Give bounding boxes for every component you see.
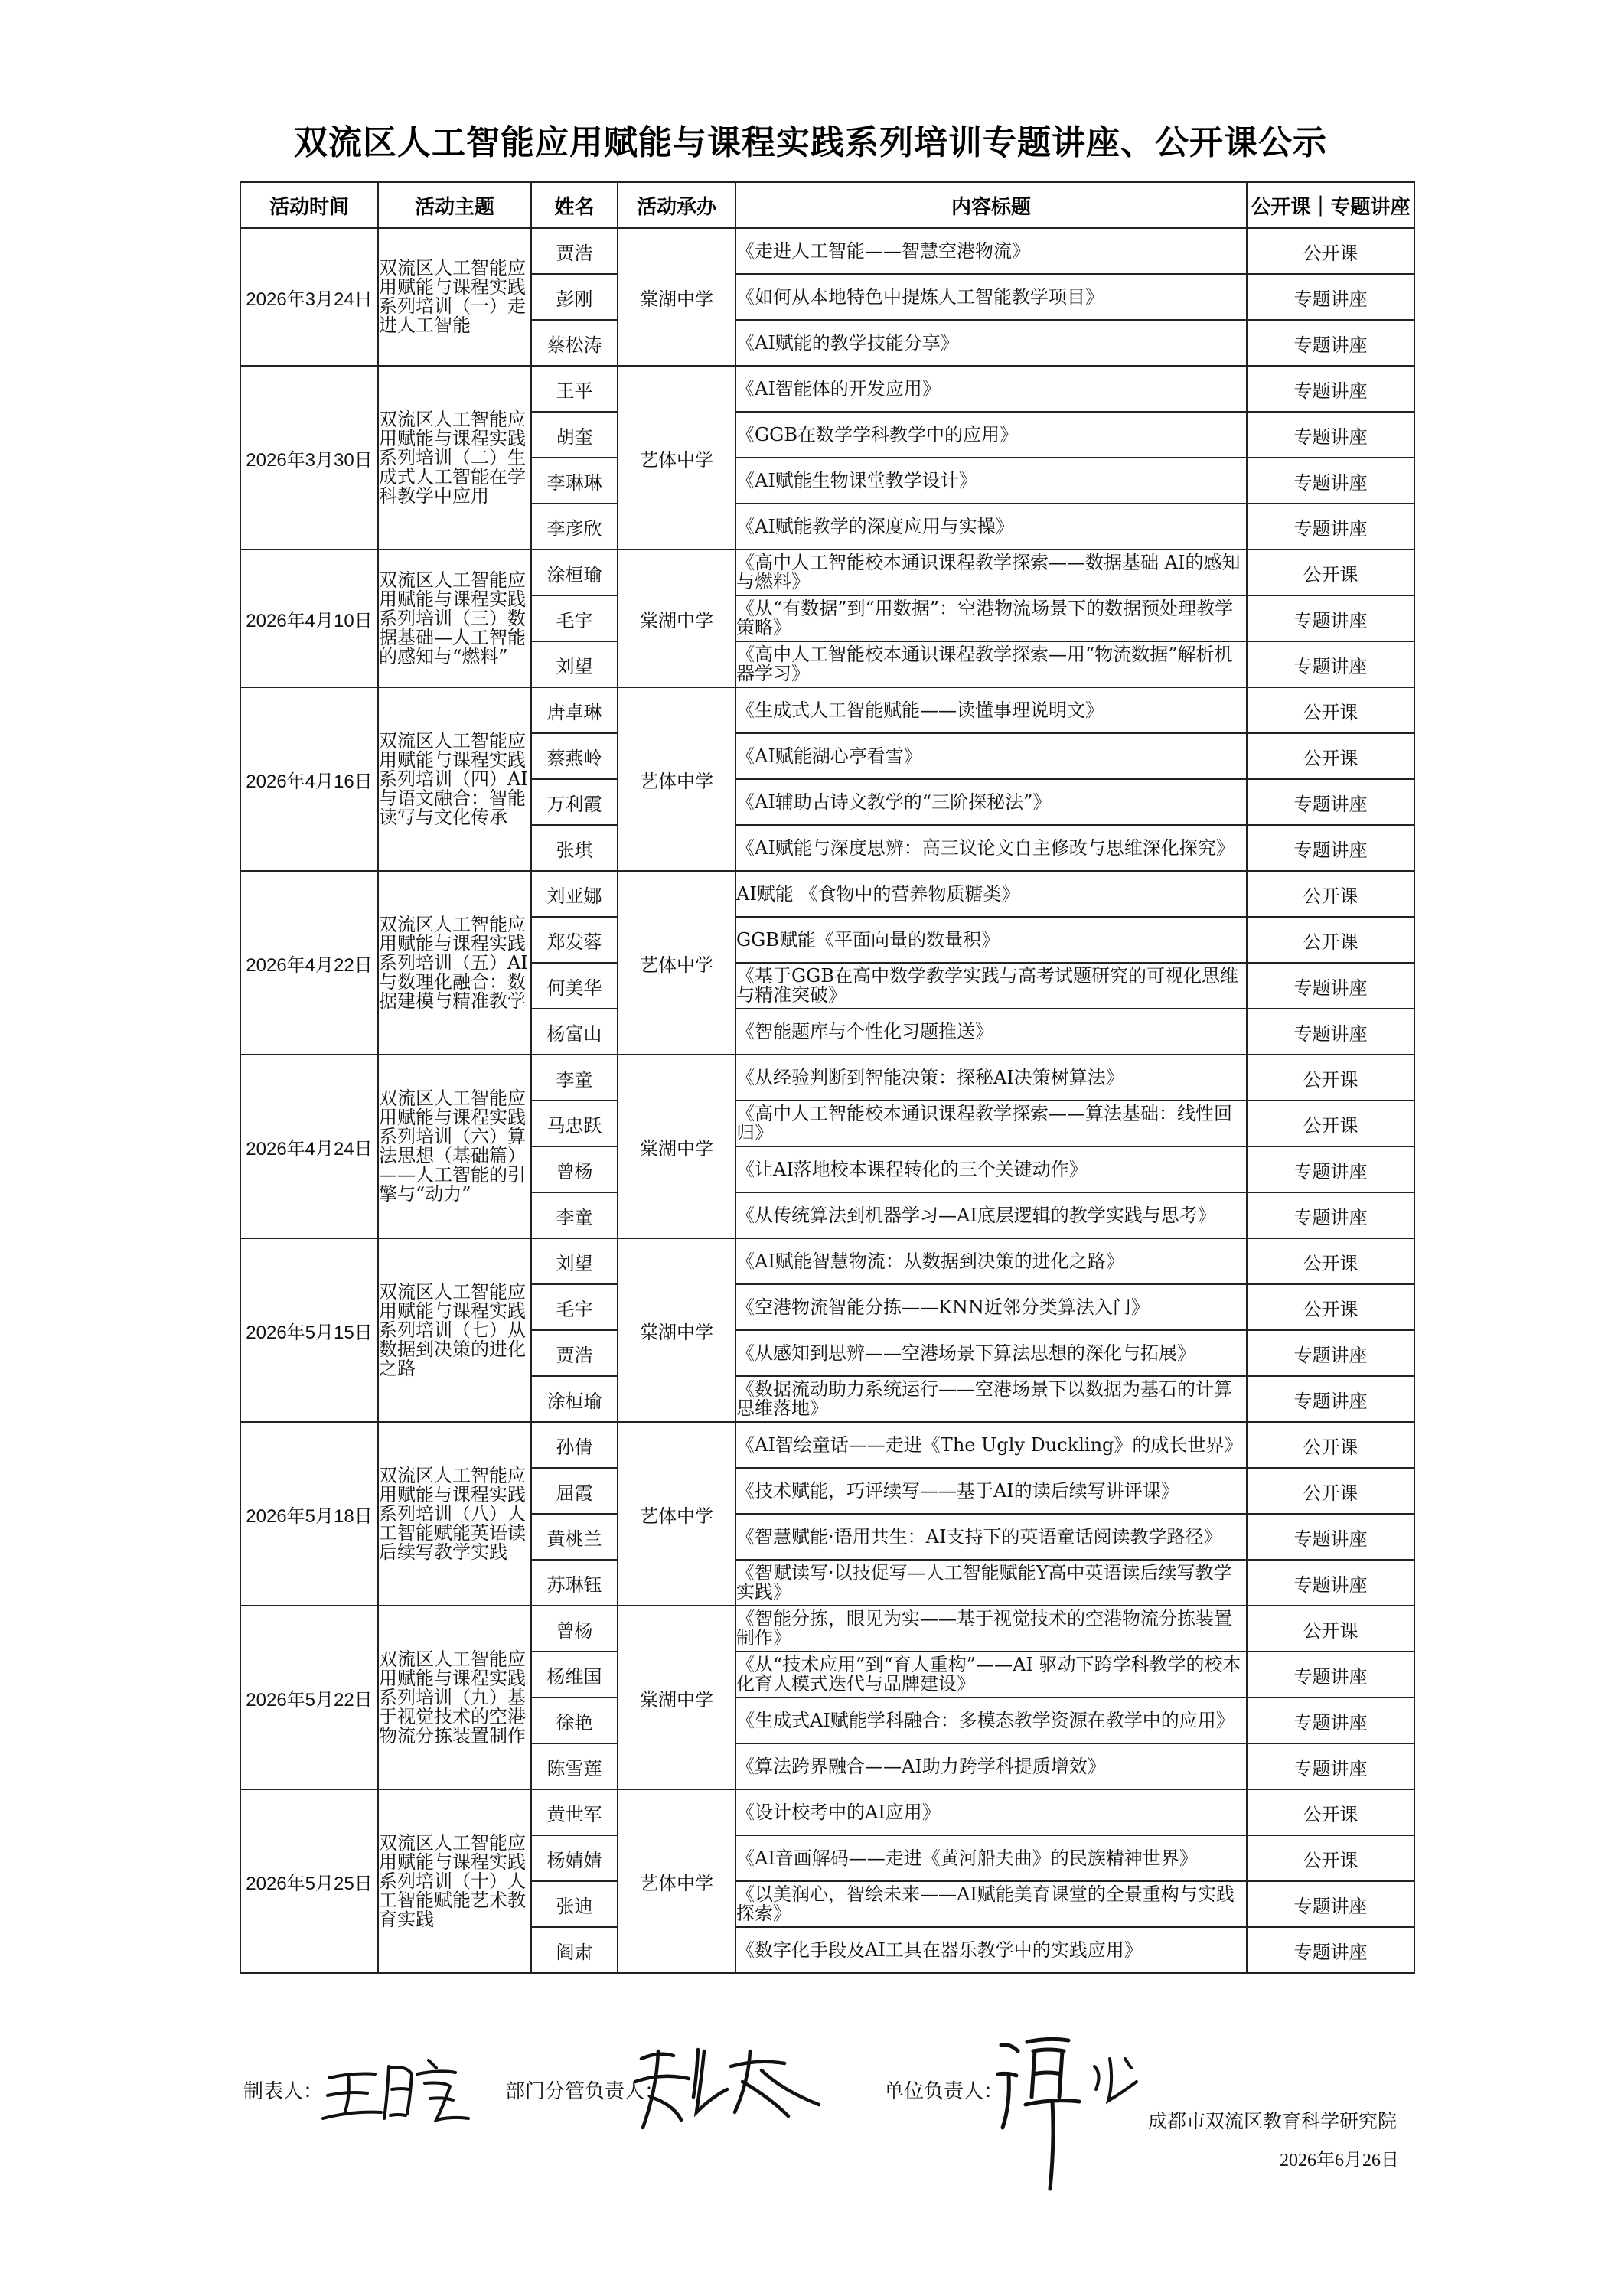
speaker-name: 何美华 <box>531 963 618 1009</box>
content-title: AI赋能 《食物中的营养物质糖类》 <box>735 871 1247 917</box>
content-title: 《数字化手段及AI工具在器乐教学中的实践应用》 <box>735 1927 1247 1973</box>
host-school: 棠湖中学 <box>618 1238 735 1422</box>
content-title: 《AI赋能的教学技能分享》 <box>735 320 1247 366</box>
activity-theme: 双流区人工智能应用赋能与课程实践系列培训（十）人工智能赋能艺术教育实践 <box>378 1789 531 1973</box>
host-school: 艺体中学 <box>618 366 735 550</box>
organization-name: 成都市双流区教育科学研究院 <box>1148 2110 1398 2132</box>
speaker-name: 蔡燕岭 <box>531 733 618 779</box>
speaker-name: 蔡松涛 <box>531 320 618 366</box>
session-type: 公开课 <box>1247 1422 1414 1468</box>
activity-date: 2026年3月24日 <box>240 228 378 366</box>
activity-theme: 双流区人工智能应用赋能与课程实践系列培训（二）生成式人工智能在学科教学中应用 <box>378 366 531 550</box>
content-title: 《技术赋能，巧评续写——基于AI的读后续写讲评课》 <box>735 1468 1247 1514</box>
activity-date: 2026年3月30日 <box>240 366 378 550</box>
content-title: 《高中人工智能校本通识课程教学探索—用“物流数据”解析机器学习》 <box>735 641 1247 687</box>
speaker-name: 贾浩 <box>531 228 618 274</box>
speaker-name: 杨婧婧 <box>531 1835 618 1881</box>
session-type: 专题讲座 <box>1247 1376 1414 1422</box>
dept-label: 部门分管负责人： <box>505 2080 665 2103</box>
activity-theme: 双流区人工智能应用赋能与课程实践系列培训（七）从数据到决策的进化之路 <box>378 1238 531 1422</box>
speaker-name: 毛宇 <box>531 595 618 641</box>
content-title: 《从经验判断到智能决策：探秘AI决策树算法》 <box>735 1055 1247 1101</box>
table-header-row <box>240 182 1414 228</box>
session-type: 专题讲座 <box>1247 779 1414 825</box>
content-title: 《智能题库与个性化习题推送》 <box>735 1009 1247 1055</box>
activity-date: 2026年4月16日 <box>240 687 378 871</box>
speaker-name: 黄桃兰 <box>531 1514 618 1560</box>
content-title: 《AI音画解码——走进《黄河船夫曲》的民族精神世界》 <box>735 1835 1247 1881</box>
session-type: 专题讲座 <box>1247 1330 1414 1376</box>
unit-label: 单位负责人： <box>884 2080 1004 2103</box>
host-school: 艺体中学 <box>618 1422 735 1606</box>
table-row <box>240 1606 1414 1652</box>
host-school: 棠湖中学 <box>618 228 735 366</box>
table-body <box>240 228 1414 1973</box>
session-type: 专题讲座 <box>1247 1881 1414 1927</box>
content-title: 《设计校考中的AI应用》 <box>735 1789 1247 1835</box>
speaker-name: 张迪 <box>531 1881 618 1927</box>
session-type: 公开课 <box>1247 1606 1414 1652</box>
content-title: 《AI辅助古诗文教学的“三阶探秘法”》 <box>735 779 1247 825</box>
unit-signature <box>995 2028 1148 2197</box>
session-type: 专题讲座 <box>1247 641 1414 687</box>
content-title: 《从“有数据”到“用数据”：空港物流场景下的数据预处理教学策略》 <box>735 595 1247 641</box>
session-type: 专题讲座 <box>1247 320 1414 366</box>
content-title: GGB赋能《平面向量的数量积》 <box>735 917 1247 963</box>
session-type: 公开课 <box>1247 1284 1414 1330</box>
session-type: 公开课 <box>1247 1101 1414 1146</box>
header-name: 姓名 <box>531 182 618 228</box>
session-type: 专题讲座 <box>1247 1652 1414 1698</box>
host-school: 棠湖中学 <box>618 550 735 687</box>
activity-theme: 双流区人工智能应用赋能与课程实践系列培训（三）数据基础—人工智能的感知与“燃料” <box>378 550 531 687</box>
content-title: 《智赋读写·以技促写—人工智能赋能Y高中英语读后续写教学实践》 <box>735 1560 1247 1606</box>
session-type: 专题讲座 <box>1247 1927 1414 1973</box>
host-school: 艺体中学 <box>618 1789 735 1973</box>
table-row <box>240 1789 1414 1835</box>
speaker-name: 刘亚娜 <box>531 871 618 917</box>
header-topic: 内容标题 <box>735 182 1247 228</box>
session-type: 专题讲座 <box>1247 1146 1414 1192</box>
session-type: 专题讲座 <box>1247 595 1414 641</box>
session-type: 公开课 <box>1247 687 1414 733</box>
session-type: 专题讲座 <box>1247 1698 1414 1743</box>
activity-date: 2026年5月22日 <box>240 1606 378 1789</box>
content-title: 《高中人工智能校本通识课程教学探索——数据基础 AI的感知与燃料》 <box>735 550 1247 595</box>
table-row <box>240 228 1414 274</box>
header-host: 活动承办 <box>618 182 735 228</box>
session-type: 公开课 <box>1247 228 1414 274</box>
speaker-name: 涂桓瑜 <box>531 1376 618 1422</box>
speaker-name: 孙倩 <box>531 1422 618 1468</box>
content-title: 《以美润心，智绘未来——AI赋能美育课堂的全景重构与实践探索》 <box>735 1881 1247 1927</box>
session-type: 专题讲座 <box>1247 825 1414 871</box>
session-type: 公开课 <box>1247 871 1414 917</box>
table-row <box>240 1422 1414 1468</box>
speaker-name: 苏琳钰 <box>531 1560 618 1606</box>
session-type: 公开课 <box>1247 1835 1414 1881</box>
content-title: 《生成式AI赋能学科融合：多模态教学资源在教学中的应用》 <box>735 1698 1247 1743</box>
speaker-name: 黄世军 <box>531 1789 618 1835</box>
speaker-name: 杨富山 <box>531 1009 618 1055</box>
session-type: 专题讲座 <box>1247 1192 1414 1238</box>
session-type: 专题讲座 <box>1247 412 1414 458</box>
content-title: 《高中人工智能校本通识课程教学探索——算法基础：线性回归》 <box>735 1101 1247 1146</box>
maker-label: 制表人： <box>243 2080 324 2103</box>
speaker-name: 彭刚 <box>531 274 618 320</box>
session-type: 专题讲座 <box>1247 1514 1414 1560</box>
activity-theme: 双流区人工智能应用赋能与课程实践系列培训（四）AI与语文融合：智能读写与文化传承 <box>378 687 531 871</box>
content-title: 《如何从本地特色中提炼人工智能教学项目》 <box>735 274 1247 320</box>
dept-signature <box>628 2036 834 2135</box>
table-row <box>240 550 1414 595</box>
host-school: 棠湖中学 <box>618 1606 735 1789</box>
content-title: 《生成式人工智能赋能——读懂事理说明文》 <box>735 687 1247 733</box>
speaker-name: 李童 <box>531 1192 618 1238</box>
activity-date: 2026年4月22日 <box>240 871 378 1055</box>
speaker-name: 贾浩 <box>531 1330 618 1376</box>
speaker-name: 张琪 <box>531 825 618 871</box>
session-type: 专题讲座 <box>1247 366 1414 412</box>
activity-date: 2026年5月18日 <box>240 1422 378 1606</box>
schedule-table <box>240 181 1415 1974</box>
maker-signature <box>321 2051 475 2128</box>
content-title: 《基于GGB在高中数学教学实践与高考试题研究的可视化思维与精准突破》 <box>735 963 1247 1009</box>
speaker-name: 徐艳 <box>531 1698 618 1743</box>
content-title: 《让AI落地校本课程转化的三个关键动作》 <box>735 1146 1247 1192</box>
content-title: 《AI赋能教学的深度应用与实操》 <box>735 504 1247 550</box>
speaker-name: 王平 <box>531 366 618 412</box>
header-type: 公开课｜专题讲座 <box>1247 182 1414 228</box>
session-type: 公开课 <box>1247 1055 1414 1101</box>
content-title: 《从传统算法到机器学习—AI底层逻辑的教学实践与思考》 <box>735 1192 1247 1238</box>
speaker-name: 唐卓琳 <box>531 687 618 733</box>
table-row <box>240 687 1414 733</box>
content-title: 《AI智能体的开发应用》 <box>735 366 1247 412</box>
content-title: 《数据流动助力系统运行——空港场景下以数据为基石的计算思维落地》 <box>735 1376 1247 1422</box>
speaker-name: 李琳琳 <box>531 458 618 504</box>
table-row <box>240 871 1414 917</box>
content-title: 《AI赋能生物课堂教学设计》 <box>735 458 1247 504</box>
table-row <box>240 1238 1414 1284</box>
session-type: 公开课 <box>1247 917 1414 963</box>
content-title: 《走进人工智能——智慧空港物流》 <box>735 228 1247 274</box>
content-title: 《GGB在数学学科教学中的应用》 <box>735 412 1247 458</box>
activity-theme: 双流区人工智能应用赋能与课程实践系列培训（一）走进人工智能 <box>378 228 531 366</box>
speaker-name: 郑发蓉 <box>531 917 618 963</box>
table-row <box>240 1055 1414 1101</box>
speaker-name: 万利霞 <box>531 779 618 825</box>
speaker-name: 陈雪莲 <box>531 1743 618 1789</box>
activity-theme: 双流区人工智能应用赋能与课程实践系列培训（八）人工智能赋能英语读后续写教学实践 <box>378 1422 531 1606</box>
table-row <box>240 366 1414 412</box>
activity-date: 2026年4月10日 <box>240 550 378 687</box>
content-title: 《从感知到思辨——空港场景下算法思想的深化与拓展》 <box>735 1330 1247 1376</box>
content-title: 《AI智绘童话——走进《The Ugly Duckling》的成长世界》 <box>735 1422 1247 1468</box>
document-date: 2026年6月26日 <box>1280 2151 1399 2170</box>
speaker-name: 曾杨 <box>531 1606 618 1652</box>
content-title: 《AI赋能湖心亭看雪》 <box>735 733 1247 779</box>
session-type: 公开课 <box>1247 733 1414 779</box>
host-school: 艺体中学 <box>618 871 735 1055</box>
speaker-name: 阎肃 <box>531 1927 618 1973</box>
session-type: 专题讲座 <box>1247 504 1414 550</box>
speaker-name: 李童 <box>531 1055 618 1101</box>
speaker-name: 刘望 <box>531 641 618 687</box>
session-type: 公开课 <box>1247 1468 1414 1514</box>
speaker-name: 屈霞 <box>531 1468 618 1514</box>
session-type: 专题讲座 <box>1247 1009 1414 1055</box>
session-type: 专题讲座 <box>1247 274 1414 320</box>
activity-date: 2026年5月25日 <box>240 1789 378 1973</box>
host-school: 棠湖中学 <box>618 1055 735 1238</box>
speaker-name: 毛宇 <box>531 1284 618 1330</box>
session-type: 公开课 <box>1247 550 1414 595</box>
session-type: 专题讲座 <box>1247 1560 1414 1606</box>
speaker-name: 马忠跃 <box>531 1101 618 1146</box>
content-title: 《从“技术应用”到“育人重构”——AI 驱动下跨学科教学的校本化育人模式迭代与品牌建设》 <box>735 1652 1247 1698</box>
activity-date: 2026年5月15日 <box>240 1238 378 1422</box>
content-title: 《智能分拣，眼见为实——基于视觉技术的空港物流分拣装置制作》 <box>735 1606 1247 1652</box>
header-date: 活动时间 <box>240 182 378 228</box>
session-type: 公开课 <box>1247 1789 1414 1835</box>
content-title: 《智慧赋能·语用共生：AI支持下的英语童话阅读教学路径》 <box>735 1514 1247 1560</box>
speaker-name: 曾杨 <box>531 1146 618 1192</box>
session-type: 专题讲座 <box>1247 1743 1414 1789</box>
page-title: 双流区人工智能应用赋能与课程实践系列培训专题讲座、公开课公示 <box>294 123 1327 162</box>
content-title: 《算法跨界融合——AI助力跨学科提质增效》 <box>735 1743 1247 1789</box>
session-type: 公开课 <box>1247 1238 1414 1284</box>
session-type: 专题讲座 <box>1247 963 1414 1009</box>
activity-theme: 双流区人工智能应用赋能与课程实践系列培训（五）AI与数理化融合：数据建模与精准教学 <box>378 871 531 1055</box>
speaker-name: 李彦欣 <box>531 504 618 550</box>
content-title: 《AI赋能智慧物流：从数据到决策的进化之路》 <box>735 1238 1247 1284</box>
header-theme: 活动主题 <box>378 182 531 228</box>
speaker-name: 刘望 <box>531 1238 618 1284</box>
speaker-name: 胡奎 <box>531 412 618 458</box>
activity-theme: 双流区人工智能应用赋能与课程实践系列培训（九）基于视觉技术的空港物流分拣装置制作 <box>378 1606 531 1789</box>
activity-date: 2026年4月24日 <box>240 1055 378 1238</box>
host-school: 艺体中学 <box>618 687 735 871</box>
speaker-name: 涂桓瑜 <box>531 550 618 595</box>
session-type: 专题讲座 <box>1247 458 1414 504</box>
speaker-name: 杨维国 <box>531 1652 618 1698</box>
activity-theme: 双流区人工智能应用赋能与课程实践系列培训（六）算法思想（基础篇）——人工智能的引擎与“动力” <box>378 1055 531 1238</box>
content-title: 《AI赋能与深度思辨：高三议论文自主修改与思维深化探究》 <box>735 825 1247 871</box>
content-title: 《空港物流智能分拣——KNN近邻分类算法入门》 <box>735 1284 1247 1330</box>
